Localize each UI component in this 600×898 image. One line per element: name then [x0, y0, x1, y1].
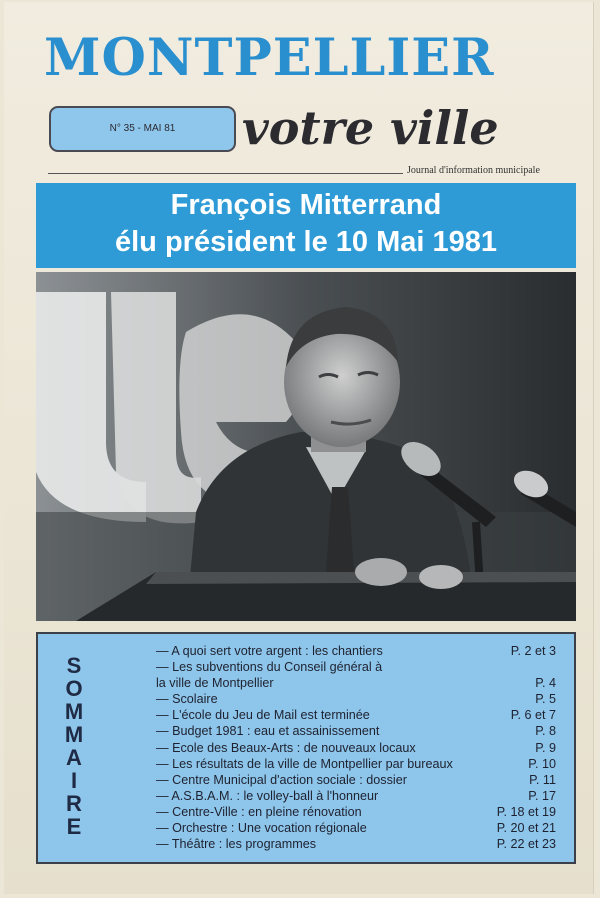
- list-item: [156, 788, 556, 804]
- list-item: [156, 740, 556, 756]
- contents-item-page: P. 9: [535, 740, 556, 755]
- sommaire-label: [56, 654, 92, 838]
- list-item: [156, 659, 556, 675]
- list-item: [156, 643, 556, 659]
- list-item: [156, 675, 556, 691]
- sommaire-letter: R: [66, 791, 82, 816]
- contents-item-title: — Scolaire: [156, 692, 218, 707]
- masthead-rule: [48, 173, 403, 174]
- contents-item-title: — Théâtre : les programmes: [156, 837, 317, 852]
- contents-item-title: — Centre Municipal d'action sociale : dossier: [156, 772, 407, 787]
- masthead-title: MONTPELLIER: [44, 28, 495, 88]
- contents-item-title: — A.S.B.A.M. : le volley-ball à l'honneur: [156, 788, 379, 803]
- contents-item-page: P. 17: [528, 788, 556, 803]
- list-item: [156, 707, 556, 723]
- sommaire-letter: M: [64, 722, 84, 747]
- masthead-subtitle: votre ville: [242, 101, 499, 155]
- contents-item-page: P. 2 et 3: [510, 644, 556, 658]
- issue-number-badge: N° 35 - MAI 81: [49, 106, 236, 152]
- list-item: [156, 691, 556, 707]
- list-item: [156, 756, 556, 772]
- contents-item-title: la ville de Montpellier: [156, 676, 274, 691]
- sommaire-letter: I: [70, 768, 78, 793]
- contents-item-title: — Ecole des Beaux-Arts : de nouveaux locaux: [156, 740, 416, 755]
- contents-item-title: — A quoi sert votre argent : les chantiers: [156, 644, 383, 658]
- contents-item-page: P. 4: [535, 676, 556, 691]
- contents-item-page: P. 20 et 21: [496, 821, 556, 836]
- contents-item-page: P. 11: [529, 772, 556, 787]
- table-of-contents: [36, 632, 576, 864]
- sommaire-letter: O: [65, 676, 83, 701]
- contents-item-page: P. 5: [535, 692, 556, 707]
- sommaire-letter: A: [66, 745, 82, 770]
- list-item: [156, 804, 556, 820]
- cover-photo: [36, 272, 576, 621]
- masthead-tagline: Journal d'information municipale: [407, 165, 540, 176]
- contents-item-page: [550, 659, 556, 675]
- contents-list: [156, 643, 556, 852]
- list-item: [156, 772, 556, 788]
- contents-item-title: — Orchestre : Une vocation régionale: [156, 821, 367, 836]
- contents-item-page: P. 6 et 7: [510, 708, 556, 723]
- list-item: [156, 836, 556, 852]
- cover-photo-illustration: [36, 272, 576, 621]
- contents-item-title: — Budget 1981 : eau et assainissement: [156, 724, 380, 739]
- contents-item-title: — Les subventions du Conseil général à: [156, 660, 383, 675]
- headline-line-1: François Mitterrand: [170, 189, 442, 221]
- list-item: [156, 820, 556, 836]
- contents-item-title: — Les résultats de la ville de Montpellier par bureaux: [156, 756, 453, 771]
- sommaire-letter: E: [66, 814, 82, 839]
- sommaire-letter: M: [64, 699, 84, 724]
- contents-item-page: P. 18 et 19: [496, 804, 556, 819]
- list-item: [156, 723, 556, 739]
- headline-line-2: élu président le 10 Mai 1981: [114, 226, 497, 258]
- contents-item-page: P. 10: [528, 756, 556, 771]
- contents-item-title: — L'école du Jeu de Mail est terminée: [156, 708, 370, 723]
- sommaire-letter: S: [66, 653, 82, 678]
- contents-item-page: P. 22 et 23: [496, 837, 556, 852]
- contents-item-title: — Centre-Ville : en pleine rénovation: [156, 804, 362, 819]
- contents-item-page: P. 8: [535, 724, 556, 739]
- headline-banner: [36, 183, 576, 268]
